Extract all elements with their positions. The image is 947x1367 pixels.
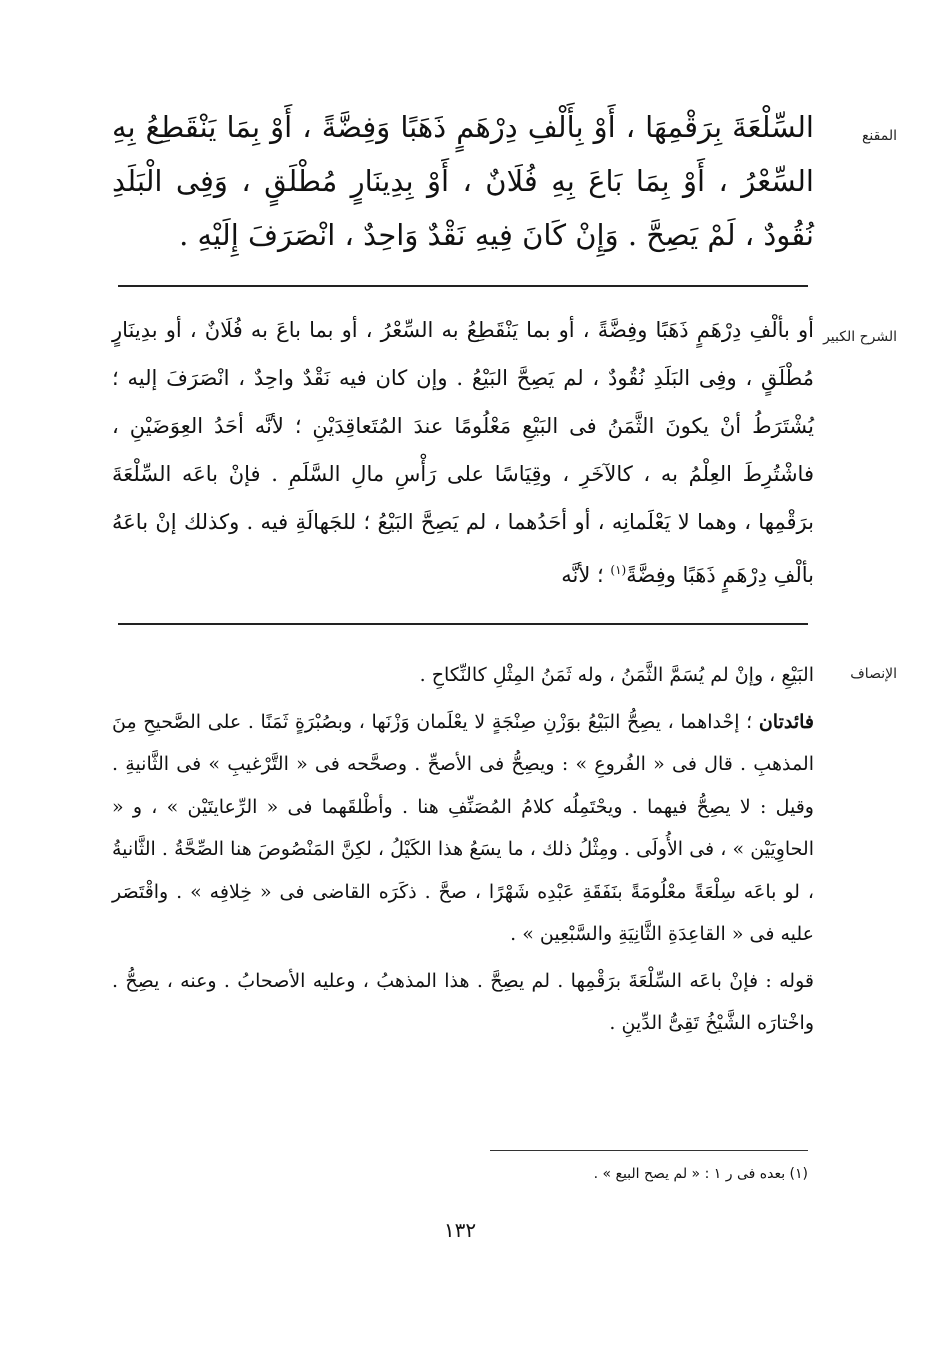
page-number: ١٣٢ bbox=[443, 1218, 477, 1242]
divider-top bbox=[118, 285, 808, 287]
sharh-tail: ؛ لأنَّه bbox=[561, 563, 611, 587]
footnote-divider bbox=[490, 1150, 808, 1151]
sharh-body: أو بألْفِ دِرْهَمٍ ذَهَبًا وفِضَّةً ، أو بما يَنْقَطِعُ به السِّعْرُ ، أو بما باعَ به فُلَانٌ ، أو بدِينَارٍ مُطْلَقٍ ، وفِى البَلَدِ نُقُودٌ ، لم يَصِحَّ البَيْعُ . وإن كان فيه نَقْدٌ واحِدٌ ، انْصَرَفَ إليه ؛ يُشْتَرَطُ أنْ يكونَ الثَّمَنُ فى البَيْعِ مَعْلُومًا عندَ المُتَعاقِدَيْنِ ؛ لأنَّه أحَدُ العِوَضَيْنِ ، فاشْتُرِطَ العِلْمُ به ، كالآخَرِ ، وقِيَاسًا على رَأْسِ مالِ السَّلَمِ . فإنْ باعَه السِّلْعَةَ برَقْمِها ، وهما لا يَعْلَمانِه ، أو أحَدُهما ، لم يَصِحَّ البَيْعُ ؛ للجَهالَةِ فيه . وكذلك إنْ باعَهُ بألْفِ دِرْهَمٍ ذَهَبًا وفِضَّةً bbox=[112, 318, 814, 587]
muqni-text: السِّلْعَةَ بِرَقْمِهَا ، أَوْ بِأَلْفِ دِرْهَمٍ ذَهَبًا وَفِضَّةً ، أَوْ بِمَا يَنْقَطِعُ بِهِ السِّعْرُ ، أَوْ بِمَا بَاعَ بِهِ فُلَانٌ ، أَوْ بِدِينَارٍ مُطْلَقٍ ، وَفِى الْبَلَدِ نُقُودٌ ، لَمْ يَصِحَّ . وَإِنْ كَانَ فِيهِ نَقْدٌ وَاحِدٌ ، انْصَرَفَ إِلَيْهِ . bbox=[112, 110, 814, 252]
label-insaf: الإنصاف bbox=[850, 666, 897, 682]
insaf-paragraph-2-body: ؛ إحْداهما ، يصِحُّ البَيْعُ بوَزْنِ صِنْجَةٍ لا يعْلَمان وَزْنَها ، وبصُبْرَةٍ ثَمَنًا . على الصَّحيحِ مِنَ المذهبِ . قال فى « الفُروعِ » : ويصِحُّ فى الأصحِّ . وصحَّحه فى « التَّرْغيبِ » فى الثَّانيةِ . وقيل : لا يصِحُّ فيهما . ويحْتَمِلُه كلامُ المُصَنِّفِ هنا . وأطْلقَهما فى « الرِّعايتَيْن » ، و « الحاوِيَيْن » ، فى الأُولَى . ومِثْلُ ذلك ، ما يسَعُ هذا الكَيْلُ ، لكِنَّ المَنْصُوصَ هنا الصِّحَّةُ . الثَّانيةُ ، لو باعَه سِلْعَةً معْلُومَةً بنَفَقَةِ عَبْدِه شَهْرًا ، صحَّ . ذكَرَه القاضى فى « خِلافِه » . واقْتَصَر عليه فى « القاعِدَةِ الثَّانِيَةِ والسَّبْعِين » . bbox=[112, 710, 814, 945]
footnote: (١) بعده فى ر ١ : « لم يصح البيع » . bbox=[593, 1166, 808, 1182]
divider-middle bbox=[118, 623, 808, 625]
sharh-text bbox=[112, 306, 814, 599]
label-muqni: المقنع bbox=[861, 128, 897, 144]
insaf-paragraph-3: قوله : فإنْ باعَه السِّلْعَةَ برَقْمِها . لم يصِحَّ . هذا المذهبُ ، وعليه الأصحابُ . وعنه ، يصِحُّ . واخْتارَه الشَّيْخُ تَقِىُّ الدِّينِ . bbox=[112, 969, 814, 1034]
label-sharh: الشرح الكبير bbox=[823, 329, 897, 345]
insaf-paragraph-1: البَيْعِ ، وإنْ لم يُسَمَّ الثَّمَنُ ، وله ثَمَنُ المِثْلِ كالنِّكاحِ . bbox=[419, 664, 814, 686]
footnote-ref: (١) bbox=[610, 563, 627, 577]
insaf-paragraph-2 bbox=[112, 701, 814, 956]
insaf-lead-word: فائدتان bbox=[758, 710, 814, 733]
insaf-text bbox=[112, 654, 814, 1045]
